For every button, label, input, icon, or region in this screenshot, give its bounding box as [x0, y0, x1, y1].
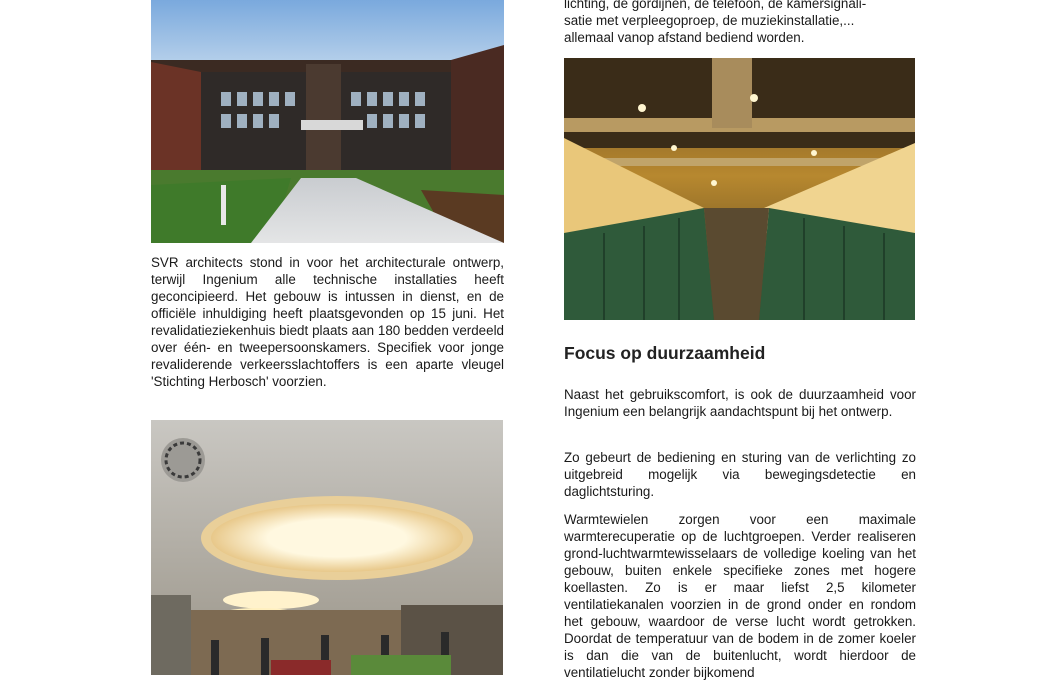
right-top-text	[564, 0, 916, 46]
paragraph-2: Zo gebeurt de bediening en sturing van de verlichting zo uitgebreid mogelijk via bewegingsdetectie en daglichtsturing.	[564, 450, 916, 499]
interior-hall-photo	[151, 420, 503, 675]
text-line: satie met verpleegoproep, de muziekinstallatie,...	[564, 13, 855, 28]
section-heading: Focus op duurzaamheid	[564, 343, 766, 363]
building-caption: SVR architects stond in voor het architecturale ontwerp, terwijl Ingenium alle technische installaties heeft geconcipieerd. Het gebouw is intussen in dienst, en de officiële inhuldiging heeft plaatsgevonden op 15 juni. Het revalidatieziekenhuis biedt plaats aan 180 bedden verdeeld over één- en tweepersoonskamers. Specifiek voor jonge revaliderende verkeersslachtoffers is een aparte vleugel 'Stichting Herbosch' voorzien.	[151, 255, 504, 389]
paragraph-3: Warmtewielen zorgen voor een maximale warmterecuperatie op de luchtgroepen. Verder realiseren grond-luchtwarmtewisselaars de volledige koeling van het gebouw, buiten enkele specifieke zones met hogere koellasten. Zo is er maar liefst 2,5 kilometer ventilatiekanalen voorzien in de grond onder en rondom het gebouw, waardoor de verse lucht wordt getrokken. Doordat de temperatuur van de bodem in de zomer koeler is dan die van de buitenlucht, wordt hierdoor de ventilatielucht zonder bijkomend	[564, 512, 916, 680]
text-line: allemaal vanop afstand bediend worden.	[564, 30, 805, 45]
building-exterior-photo	[151, 0, 504, 243]
paragraph-1: Naast het gebruikscomfort, is ook de duurzaamheid voor Ingenium een belangrijk aandachtspunt bij het ontwerp.	[564, 387, 916, 419]
service-tunnel-photo	[564, 58, 915, 320]
text-line: lichting, de gordijnen, de telefoon, de kamersignali-	[564, 0, 867, 11]
